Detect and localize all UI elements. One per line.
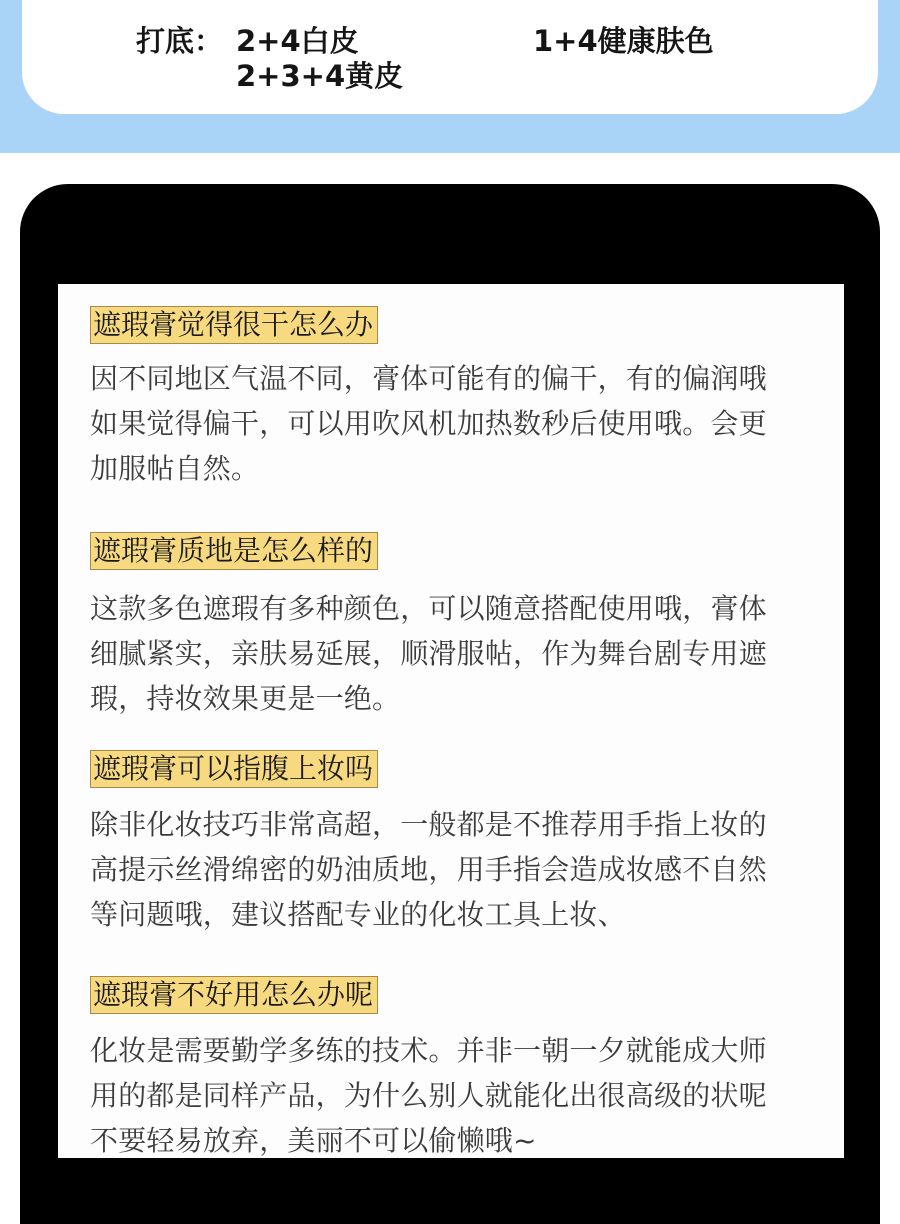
answer-line: 加服帖自然。: [90, 452, 260, 485]
faq-panel: [58, 284, 844, 1158]
answer-line: 化妆是需要勤学多练的技术。并非一朝一夕就能成大师: [90, 1034, 767, 1067]
answer-line: 这款多色遮瑕有多种颜色，可以随意搭配使用哦，膏体: [90, 592, 767, 625]
answer-line: 不要轻易放弃，美丽不可以偷懒哦~: [90, 1124, 537, 1157]
answer-line: 细腻紧实，亲肤易延展，顺滑服帖，作为舞台剧专用遮: [90, 637, 767, 670]
faq-item: [90, 306, 844, 491]
answer-line: 高提示丝滑绵密的奶油质地，用手指会造成妆感不自然: [90, 853, 767, 886]
faq-question: 遮瑕膏觉得很干怎么办: [90, 306, 378, 344]
primer-label: 打底：: [136, 24, 224, 58]
answer-line: 瑕，持妆效果更是一绝。: [90, 682, 401, 715]
healthy-skin-combo: 1+4健康肤色: [533, 24, 714, 58]
white-skin-combo: 2+4白皮: [236, 24, 359, 58]
faq-answer: [90, 802, 844, 937]
faq-question: 遮瑕膏质地是怎么样的: [90, 532, 378, 570]
answer-line: 因不同地区气温不同，膏体可能有的偏干，有的偏润哦: [90, 362, 767, 395]
faq-item: [90, 532, 844, 721]
yellow-skin-combo: 2+3+4黄皮: [236, 59, 404, 93]
faq-answer: [90, 1028, 844, 1158]
faq-question: 遮瑕膏不好用怎么办呢: [90, 976, 378, 1014]
answer-line: 如果觉得偏干，可以用吹风机加热数秒后使用哦。会更: [90, 407, 767, 440]
answer-line: 用的都是同样产品，为什么别人就能化出很高级的状呢: [90, 1079, 767, 1112]
faq-item: [90, 750, 844, 937]
faq-answer: [90, 356, 844, 491]
faq-question: 遮瑕膏可以指腹上妆吗: [90, 750, 378, 788]
answer-line: 等问题哦，建议搭配专业的化妆工具上妆、: [90, 898, 626, 931]
faq-answer: [90, 586, 844, 721]
faq-item: [90, 976, 844, 1158]
top-banner: [0, 0, 900, 153]
answer-line: 除非化妆技巧非常高超，一般都是不推荐用手指上妆的: [90, 808, 767, 841]
